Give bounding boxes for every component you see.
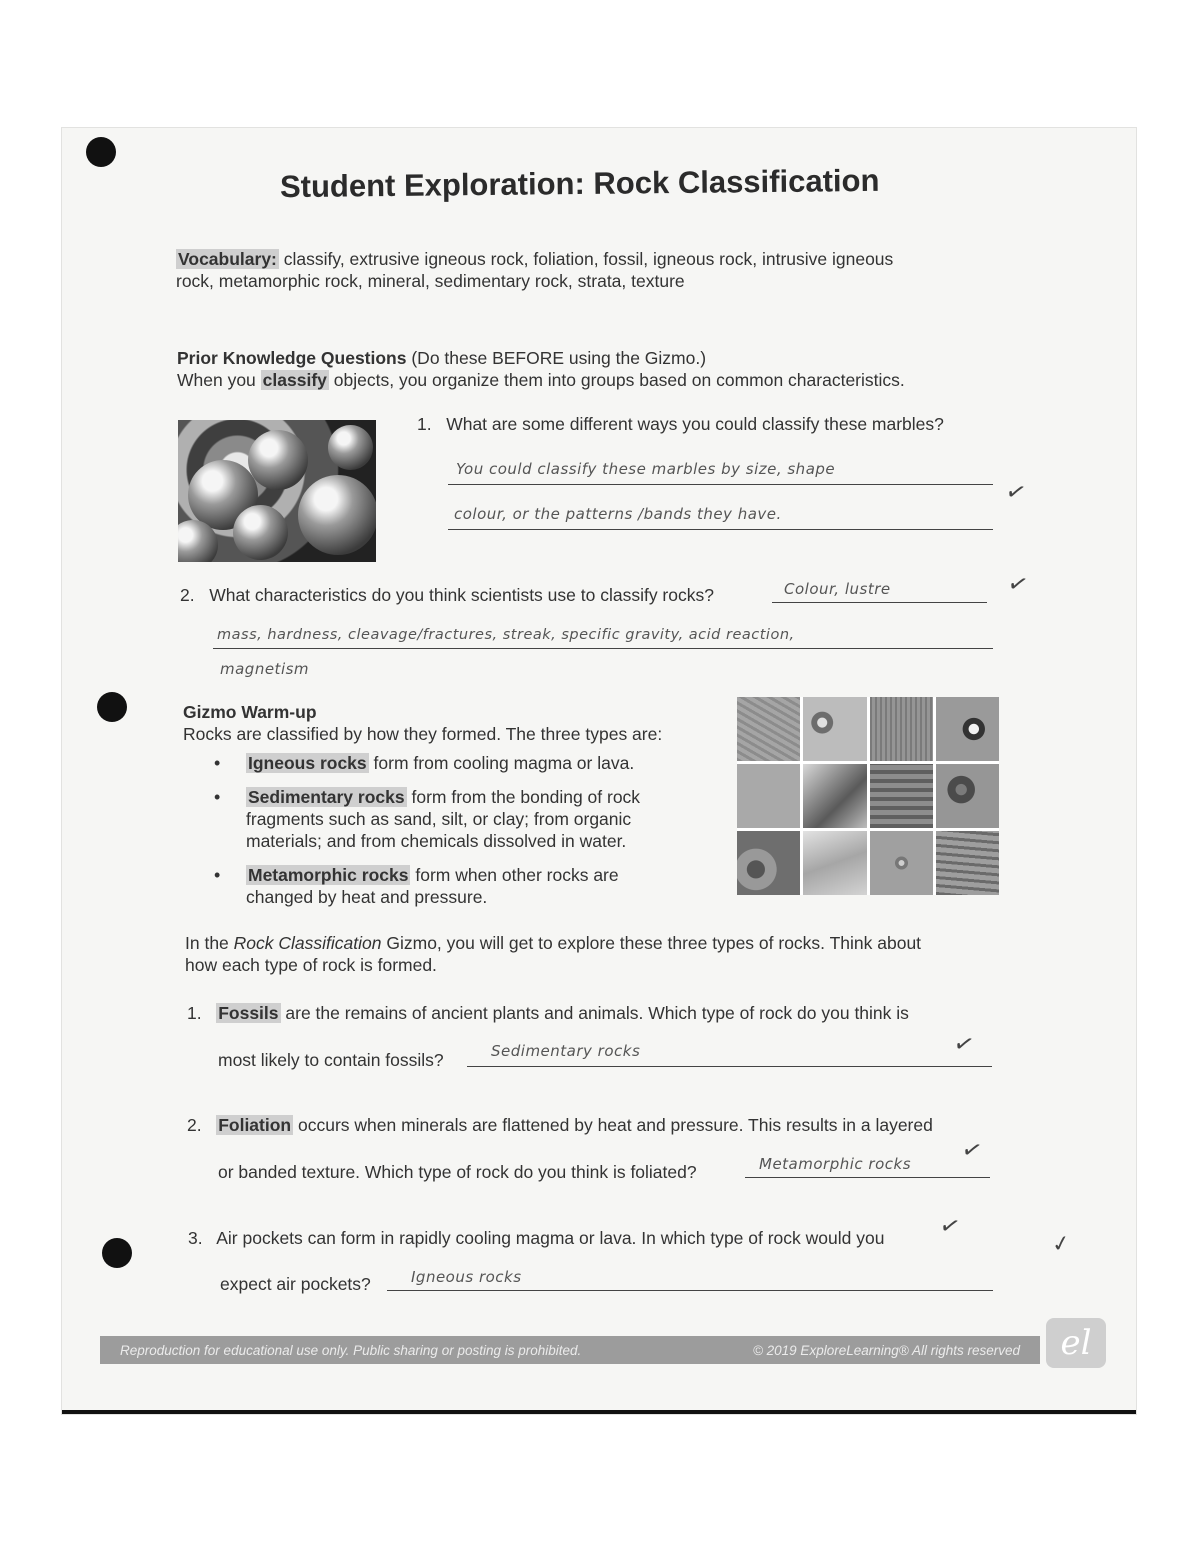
warmup-q2-number: 2. — [187, 1115, 202, 1135]
rock-sample-image — [737, 697, 800, 761]
rock-sample-image — [870, 831, 933, 895]
check-mark: ✓ — [936, 1209, 964, 1243]
rock-sample-image — [803, 831, 866, 895]
gizmo-name: Rock Classification — [233, 933, 382, 953]
fossils-term: Fossils — [218, 1003, 279, 1023]
rock-type-list — [214, 752, 714, 908]
rock-sample-image — [936, 764, 999, 828]
warmup-q1-prompt: most likely to contain fossils? — [218, 1050, 444, 1070]
prior-q2-answer-line-1[interactable] — [772, 580, 987, 603]
check-mark: ✓ — [1049, 1230, 1073, 1259]
sedimentary-description-1: form from the bonding of rock — [411, 787, 641, 807]
igneous-description: form from cooling magma or lava. — [373, 753, 635, 773]
sedimentary-description-3: materials; and from chemicals dissolved in water. — [246, 831, 627, 851]
explorelearning-logo: el — [1046, 1318, 1106, 1368]
rock-sample-image — [936, 831, 999, 895]
rock-sample-image — [737, 764, 800, 828]
metamorphic-description-2: changed by heat and pressure. — [246, 887, 488, 907]
igneous-term: Igneous rocks — [248, 753, 367, 773]
prior-q2-answer-2: mass, hardness, cleavage/fractures, streak, specific gravity, acid reaction, — [217, 627, 795, 643]
check-mark: ✓ — [1004, 567, 1032, 601]
rock-samples-grid — [737, 697, 999, 895]
warmup-q2-answer-line[interactable] — [745, 1155, 990, 1178]
classify-intro-pre: When you — [177, 370, 256, 390]
prior-q1-text: What are some different ways you could classify these marbles? — [446, 414, 944, 434]
punch-hole-top — [86, 137, 116, 167]
warmup-q1-answer: Sedimentary rocks — [491, 1042, 641, 1060]
vocabulary-list-2: rock, metamorphic rock, mineral, sedimentary rock, strata, texture — [176, 271, 685, 291]
warmup-intro — [183, 701, 723, 745]
prior-knowledge-heading: Prior Knowledge Questions — [177, 348, 407, 368]
explore-post: Gizmo, you will get to explore these three types of rocks. Think about — [386, 933, 922, 953]
prior-q2-answer-1: Colour, lustre — [784, 580, 891, 598]
classify-intro-post: objects, you organize them into groups based on common characteristics. — [333, 370, 905, 390]
vocabulary-label: Vocabulary: — [178, 249, 277, 269]
punch-hole-bottom — [102, 1238, 132, 1268]
explore-paragraph — [185, 932, 1005, 976]
foliation-term: Foliation — [218, 1115, 292, 1135]
classify-term: classify — [262, 370, 327, 390]
copyright-footer — [100, 1336, 1040, 1364]
warmup-q1-answer-line[interactable] — [467, 1042, 992, 1067]
rock-sample-image — [737, 831, 800, 895]
vocabulary-list-1: classify, extrusive igneous rock, foliation, fossil, igneous rock, intrusive igneous — [283, 249, 894, 269]
metamorphic-description-1: form when other rocks are — [415, 865, 619, 885]
list-item: • Metamorphic rocks form when other rocks are changed by heat and pressure. — [214, 865, 619, 907]
warmup-q2-answer: Metamorphic rocks — [759, 1155, 912, 1173]
prior-q2-answer-line-2[interactable] — [213, 626, 993, 649]
footer-copyright: © 2019 ExploreLearning® All rights reserved — [752, 1342, 1020, 1358]
footer-reproduction-notice: Reproduction for educational use only. Public sharing or posting is prohibited. — [120, 1342, 582, 1358]
warmup-q3-answer: Igneous rocks — [411, 1268, 522, 1286]
rock-sample-image — [803, 764, 866, 828]
marbles-photo — [178, 420, 376, 562]
warmup-q1-text: are the remains of ancient plants and animals. Which type of rock do you think is — [285, 1003, 909, 1023]
warmup-q3-text: Air pockets can form in rapidly cooling magma or lava. In which type of rock would you — [216, 1228, 885, 1248]
rock-sample-image — [803, 697, 866, 761]
warmup-q1 — [187, 1002, 997, 1024]
check-mark: ✓ — [1002, 475, 1030, 509]
explore-line-2: how each type of rock is formed. — [185, 955, 437, 975]
warmup-q2-prompt: or banded texture. Which type of rock do you think is foliated? — [218, 1162, 697, 1182]
list-item: • Igneous rocks form from cooling magma or lava. — [214, 753, 635, 773]
prior-knowledge-block — [177, 347, 997, 391]
warmup-heading: Gizmo Warm-up — [183, 702, 317, 722]
check-mark: ✓ — [950, 1027, 978, 1061]
prior-q1-answer-line-1[interactable] — [448, 460, 993, 485]
check-mark: ✓ — [958, 1133, 986, 1167]
warmup-q1-number: 1. — [187, 1003, 202, 1023]
vocabulary-block — [176, 248, 976, 292]
prior-q2-answer-3: magnetism — [220, 660, 310, 678]
prior-q1-answer-2: colour, or the patterns /bands they have. — [454, 505, 782, 523]
prior-q1-number: 1. — [417, 414, 432, 434]
explore-pre: In the — [185, 933, 229, 953]
rock-sample-image — [870, 764, 933, 828]
prior-q2 — [180, 584, 714, 606]
warmup-q2-text: occurs when minerals are flattened by heat and pressure. This results in a layered — [297, 1115, 933, 1135]
prior-knowledge-note: (Do these BEFORE using the Gizmo.) — [411, 348, 707, 368]
warmup-q3 — [188, 1227, 1008, 1249]
warmup-q3-number: 3. — [188, 1228, 203, 1248]
prior-q2-number: 2. — [180, 585, 195, 605]
metamorphic-term: Metamorphic rocks — [248, 865, 409, 885]
page-title: Student Exploration: Rock Classification — [279, 162, 880, 205]
warmup-q3-prompt: expect air pockets? — [220, 1274, 371, 1294]
warmup-q2 — [187, 1114, 1007, 1136]
warmup-intro-text: Rocks are classified by how they formed. The three types are: — [183, 724, 663, 744]
sedimentary-term: Sedimentary rocks — [248, 787, 405, 807]
prior-q1 — [417, 413, 944, 435]
punch-hole-middle — [97, 692, 127, 722]
prior-q2-text: What characteristics do you think scientists use to classify rocks? — [209, 585, 714, 605]
prior-q1-answer-1: You could classify these marbles by size, shape — [456, 460, 836, 478]
rock-sample-image — [936, 697, 999, 761]
warmup-q3-answer-line[interactable] — [387, 1268, 993, 1291]
rock-sample-image — [870, 697, 933, 761]
list-item: • Sedimentary rocks form from the bonding of rock fragments such as sand, silt, or clay; from organic materials; and from chemicals dissolved in water. — [214, 787, 641, 851]
sedimentary-description-2: fragments such as sand, silt, or clay; from organic — [246, 809, 632, 829]
prior-q1-answer-line-2[interactable] — [448, 505, 993, 530]
